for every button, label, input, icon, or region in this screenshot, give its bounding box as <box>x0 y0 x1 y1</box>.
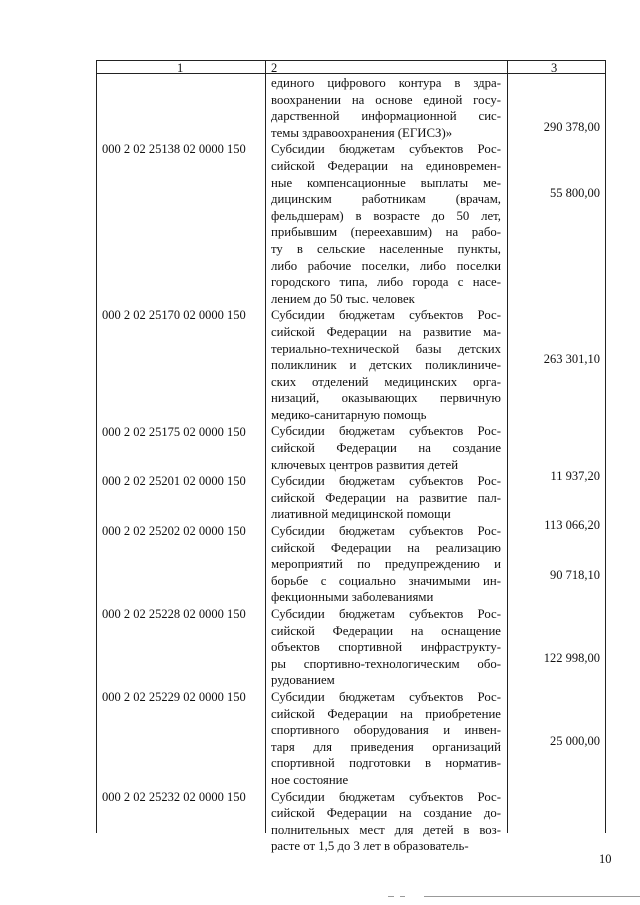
description-line: ту в сельские населенные пункты, <box>271 241 501 256</box>
description-line: сийской Федерации на единовремен- <box>271 158 501 173</box>
description-line: спортивного оборудования и инвен- <box>271 723 501 738</box>
budget-table <box>96 60 606 854</box>
amount-value: 113 066,20 <box>544 518 600 533</box>
column-divider-1 <box>265 60 266 833</box>
budget-code: 000 2 02 25138 02 0000 150 <box>102 142 246 157</box>
description-line: дарственной информационной сис- <box>271 109 501 124</box>
description-line: полнительных мест для детей в воз- <box>271 822 501 837</box>
description-line: темы здравоохранения (ЕГИСЗ)» <box>271 125 453 140</box>
description-line: ключевых центров развития детей <box>271 457 459 472</box>
description-line: ное состояние <box>271 772 349 787</box>
description-line: ских отделений медицинских орга- <box>271 374 501 389</box>
description-line: объектов спортивной инфраструкту- <box>271 640 501 655</box>
budget-code: 000 2 02 25201 02 0000 150 <box>102 474 246 489</box>
amount-value: 25 000,00 <box>550 734 600 749</box>
scan-mark <box>424 896 640 897</box>
scan-mark <box>400 896 405 897</box>
table-top-border <box>96 60 606 61</box>
column-divider-2 <box>507 60 508 833</box>
description-line: воохранении на основе единой госу- <box>271 92 501 107</box>
description-line: расте от 1,5 до 3 лет в образователь- <box>271 839 469 854</box>
amount-value: 55 800,00 <box>550 186 600 201</box>
description-line: фекционными заболеваниями <box>271 590 434 605</box>
amount-value: 290 378,00 <box>543 120 600 134</box>
description-line: борьбе с социально значимыми ин- <box>271 573 501 588</box>
description-line: сийской Федерации на создание до- <box>271 806 501 821</box>
header-bottom-border <box>96 73 606 74</box>
description-line: лением до 50 тыс. человек <box>271 291 415 306</box>
header-col-1: 1 <box>177 61 184 75</box>
description-line: Субсидии бюджетам субъектов Рос- <box>271 689 501 704</box>
budget-code: 000 2 02 25228 02 0000 150 <box>102 607 246 622</box>
description-line: спортивной подготовки в норматив- <box>271 756 501 771</box>
description-line: Субсидии бюджетам субъектов Рос- <box>271 607 501 621</box>
description-line: низаций, оказывающих первичную <box>271 391 501 406</box>
description-line: поликлиник и детских поликлиниче- <box>271 358 501 373</box>
description-line: таря для приведения организаций <box>271 739 501 754</box>
page-number: 10 <box>599 852 612 866</box>
description-line: фельдшерам) в возрасте до 50 лет, <box>271 208 501 223</box>
header-col-3: 3 <box>551 61 558 75</box>
description-line: Субсидии бюджетам субъектов Рос- <box>271 789 501 804</box>
description-line: рудованием <box>271 673 335 688</box>
description-line: сийской Федерации на создание <box>271 441 501 456</box>
description-line: сийской Федерации на развитие ма- <box>271 324 501 339</box>
description-line: Субсидии бюджетам субъектов Рос- <box>271 424 501 439</box>
amount-value: 11 937,20 <box>550 468 600 483</box>
description-line: городского типа, либо города с насе- <box>271 275 501 290</box>
description-line: дицинским работникам (врачам, <box>271 192 501 207</box>
table-left-border <box>96 60 97 833</box>
description-line: Субсидии бюджетам субъектов Рос- <box>271 524 501 539</box>
description-line: мероприятий по предупреждению и <box>271 557 501 572</box>
description-line: Субсидии бюджетам субъектов Рос- <box>271 142 501 157</box>
description-line: лиативной медицинской помощи <box>271 507 451 522</box>
description-line: единого цифрового контура в здра- <box>271 76 501 90</box>
budget-code: 000 2 02 25232 02 0000 150 <box>102 789 246 804</box>
description-line: териально-технической базы детских <box>271 341 501 356</box>
description-line: прибывшим (переехавшим) на рабо- <box>271 225 501 240</box>
budget-code: 000 2 02 25229 02 0000 150 <box>102 690 246 705</box>
scan-mark <box>388 896 394 897</box>
description-line: Субсидии бюджетам субъектов Рос- <box>271 308 501 323</box>
budget-code: 000 2 02 25202 02 0000 150 <box>102 524 246 539</box>
budget-code: 000 2 02 25175 02 0000 150 <box>102 424 246 439</box>
description-line: ры спортивно-технологическим обо- <box>271 656 501 671</box>
description-line: сийской Федерации на развитие пал- <box>271 490 501 505</box>
amount-value: 90 718,10 <box>550 568 600 583</box>
description-line: медико-санитарную помощь <box>271 407 427 422</box>
description-line: Субсидии бюджетам субъектов Рос- <box>271 474 501 489</box>
description-line: ные компенсационные выплаты ме- <box>271 175 501 190</box>
header-col-2: 2 <box>271 61 278 75</box>
budget-code: 000 2 02 25170 02 0000 150 <box>102 308 246 323</box>
description-line: сийской Федерации на приобретение <box>271 706 501 721</box>
description-line: либо рабочие поселки, либо поселки <box>271 258 501 273</box>
amount-value: 122 998,00 <box>543 651 600 666</box>
table-right-border <box>605 60 606 833</box>
description-line: сийской Федерации на оснащение <box>271 623 501 638</box>
amount-value: 263 301,10 <box>543 352 600 367</box>
description-line: сийской Федерации на реализацию <box>271 540 501 555</box>
description-column <box>271 75 501 855</box>
